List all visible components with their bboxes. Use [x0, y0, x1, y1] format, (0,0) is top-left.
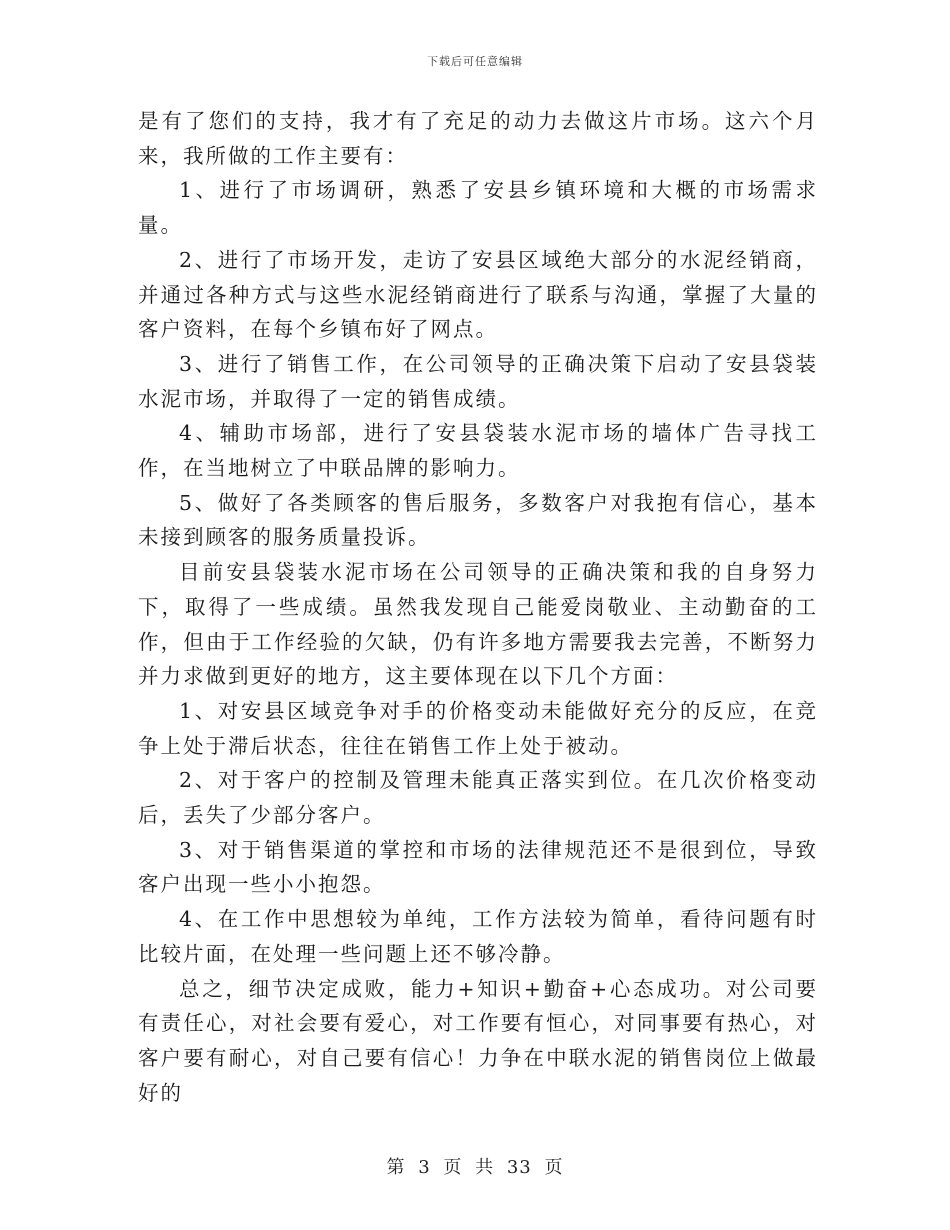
paragraph-item-4: 4、辅助市场部，进行了安县袋装水泥市场的墙体广告寻找工作，在当地树立了中联品牌的影响力。 [138, 421, 818, 481]
paragraph-summary: 目前安县袋装水泥市场在公司领导的正确决策和我的自身努力下，取得了一些成绩。虽然我发现自己能爱岗敬业、主动勤奋的工作，但由于工作经验的欠缺，仍有许多地方需要我去完善，不断努力并力求做到更好的地方，这主要体现在以下几个方面： [138, 560, 818, 689]
paragraph-item-2: 2、进行了市场开发，走访了安县区域绝大部分的水泥经销商，并通过各种方式与这些水泥经销商进行了联系与沟通，掌握了大量的客户资料，在每个乡镇布好了网点。 [138, 247, 818, 342]
paragraph-issue-1: 1、对安县区域竞争对手的价格变动未能做好充分的反应，在竞争上处于滞后状态，往往在销售工作上处于被动。 [138, 698, 818, 758]
paragraph-item-5: 5、做好了各类顾客的售后服务，多数客户对我抱有信心，基本未接到顾客的服务质量投诉。 [138, 490, 818, 550]
paragraph-issue-4: 4、在工作中思想较为单纯，工作方法较为简单，看待问题有时比较片面，在处理一些问题上还不够冷静。 [138, 907, 818, 966]
paragraph-continuation: 是有了您们的支持，我才有了充足的动力去做这片市场。这六个月来，我所做的工作主要有： [138, 109, 818, 168]
paragraph-issue-2: 2、对于客户的控制及管理未能真正落实到位。在几次价格变动后，丢失了少部分客户。 [138, 768, 818, 828]
document-body [138, 104, 818, 1110]
paragraph-issue-3: 3、对于销售渠道的掌控和市场的法律规范还不是很到位，导致客户出现一些小小抱怨。 [138, 837, 818, 897]
paragraph-item-1: 1、进行了市场调研，熟悉了安县乡镇环境和大概的市场需求量。 [138, 178, 818, 238]
paragraph-conclusion: 总之，细节决定成败，能力+知识+勤奋+心态成功。对公司要有责任心，对社会要有爱心，对工作要有恒心，对同事要有热心，对客户要有耐心，对自己要有信心！力争在中联水泥的销售岗位上做最好的 [138, 976, 818, 1105]
page-header: 下载后可任意编辑 [427, 55, 523, 68]
paragraph-item-3: 3、进行了销售工作，在公司领导的正确决策下启动了安县袋装水泥市场，并取得了一定的销售成绩。 [138, 351, 818, 411]
page-footer: 第 3 页 共 33 页 [386, 1157, 564, 1178]
